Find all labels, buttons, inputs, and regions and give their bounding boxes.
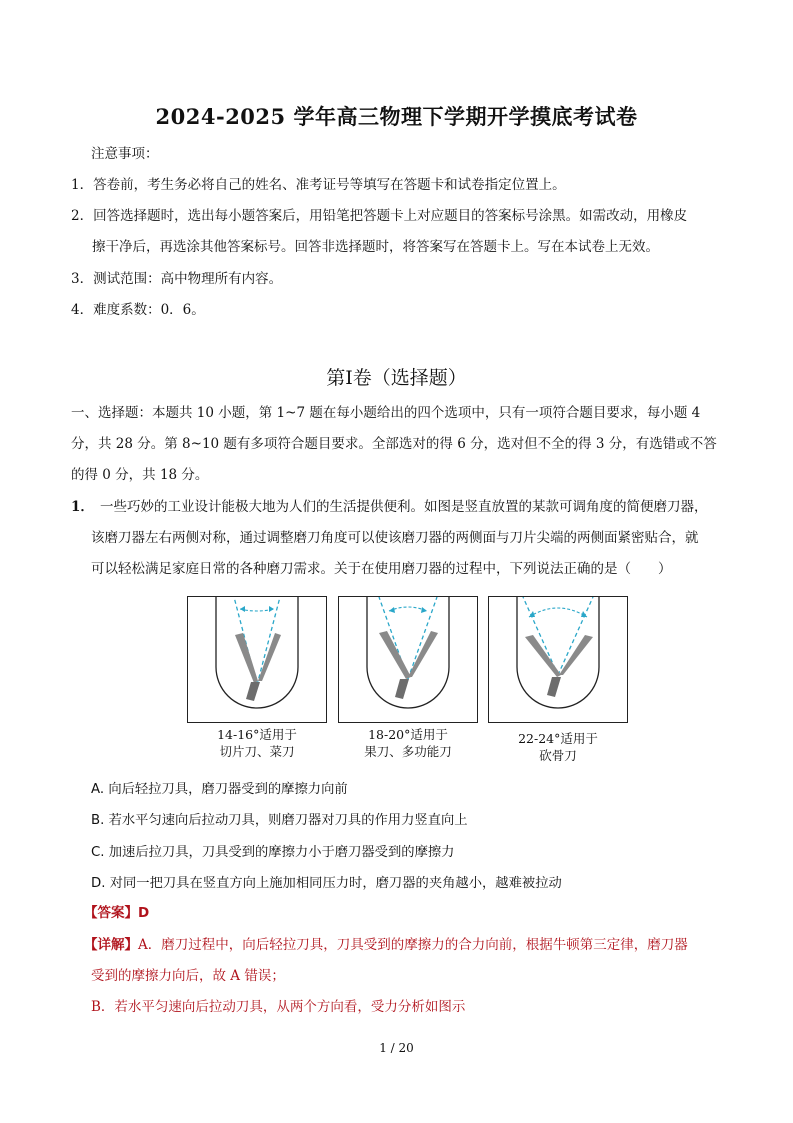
notice-item-2: 2．回答选择题时，选出每小题答案后，用铅笔把答题卡上对应题目的答案标号涂黑。如需改动，用橡皮 xyxy=(71,208,688,224)
sharpener-figure-panel-2 xyxy=(338,596,478,723)
sharpener-diagram-18-20 xyxy=(339,597,477,722)
figure-caption-1-line2: 切片刀、菜刀 xyxy=(219,744,295,759)
notice-item-2-cont: 擦干净后，再选涂其他答案标号。回答非选择题时，将答案写在答题卡上。写在本试卷上无效。 xyxy=(92,239,659,255)
sharpener-figure-panel-3 xyxy=(488,596,628,723)
figure-caption-3-line2: 砍骨刀 xyxy=(539,748,577,763)
sharpener-diagram-14-16 xyxy=(188,597,326,722)
figure-caption-1-line1: 14-16°适用于 xyxy=(217,727,297,742)
figure-caption-2-line2: 果刀、多功能刀 xyxy=(364,744,452,759)
instructions-line-3: 的得 0 分，共 18 分。 xyxy=(71,467,209,483)
answer-line xyxy=(84,903,149,923)
figure-caption-2-line1: 18-20°适用于 xyxy=(368,727,448,742)
notice-item-3: 3．测试范围：高中物理所有内容。 xyxy=(71,271,283,287)
figure-caption-3-line1: 22-24°适用于 xyxy=(518,731,598,746)
question-line-2: 该磨刀器左右两侧对称，通过调整磨刀角度可以使该磨刀器的两侧面与刀片尖端的两侧面紧密贴合，就 xyxy=(91,530,699,546)
option-b: B. 若水平匀速向后拉动刀具，则磨刀器对刀具的作用力竖直向上 xyxy=(91,813,468,828)
option-d: D. 对同一把刀具在竖直方向上施加相同压力时，磨刀器的夹角越小，越难被拉动 xyxy=(91,876,562,891)
figure-caption-2 xyxy=(338,726,478,760)
figure-caption-1 xyxy=(187,726,327,760)
answer-label: 【答案】 xyxy=(84,905,138,921)
notice-heading: 注意事项： xyxy=(91,146,159,162)
page-number: 1 / 20 xyxy=(379,1041,414,1055)
analysis-text-1: A．磨刀过程中，向后轻拉刀具，刀具受到的摩擦力的合力向前，根据牛顿第三定律，磨刀器 xyxy=(138,937,688,953)
analysis-line-2: 受到的摩擦力向后，故 A 错误； xyxy=(91,968,285,984)
page-title: 2024-2025 学年高三物理下学期开学摸底考试卷 xyxy=(155,104,638,129)
sharpener-diagram-22-24 xyxy=(489,597,627,722)
option-a: A. 向后轻拉刀具，磨刀器受到的摩擦力向前 xyxy=(91,782,348,797)
notice-item-1: 1．答卷前，考生务必将自己的姓名、准考证号等填写在答题卡和试卷指定位置上。 xyxy=(71,177,566,193)
sharpener-figure-panel-1 xyxy=(187,596,327,723)
instructions-line-2: 分，共 28 分。第 8~10 题有多项符合题目要求。全部选对的得 6 分，选对但不全的得 3 分，有选错或不答 xyxy=(71,436,717,452)
answer-value: D xyxy=(138,905,150,921)
notice-item-4: 4．难度系数：0．6。 xyxy=(71,302,205,318)
instructions-line-1: 一、选择题：本题共 10 小题，第 1~7 题在每小题给出的四个选项中，只有一项符合题目要求，每小题 4 xyxy=(71,405,701,421)
analysis-label: 【详解】 xyxy=(84,937,138,953)
analysis-line-3: B．若水平匀速向后拉动刀具，从两个方向看，受力分析如图示 xyxy=(91,999,466,1015)
option-c: C. 加速后拉刀具，刀具受到的摩擦力小于磨刀器受到的摩擦力 xyxy=(91,845,455,860)
question-line-3: 可以轻松满足家庭日常的各种磨刀需求。关于在使用磨刀器的过程中，下列说法正确的是（ ） xyxy=(91,561,672,577)
question-line-1: 一些巧妙的工业设计能极大地为人们的生活提供便利。如图是竖直放置的某款可调角度的简便磨刀器， xyxy=(100,499,708,515)
analysis-line-1 xyxy=(84,935,688,955)
question-number: 1． xyxy=(71,499,94,515)
figure-caption-3 xyxy=(488,730,628,764)
section-title: 第Ⅰ卷（选择题） xyxy=(326,367,467,389)
